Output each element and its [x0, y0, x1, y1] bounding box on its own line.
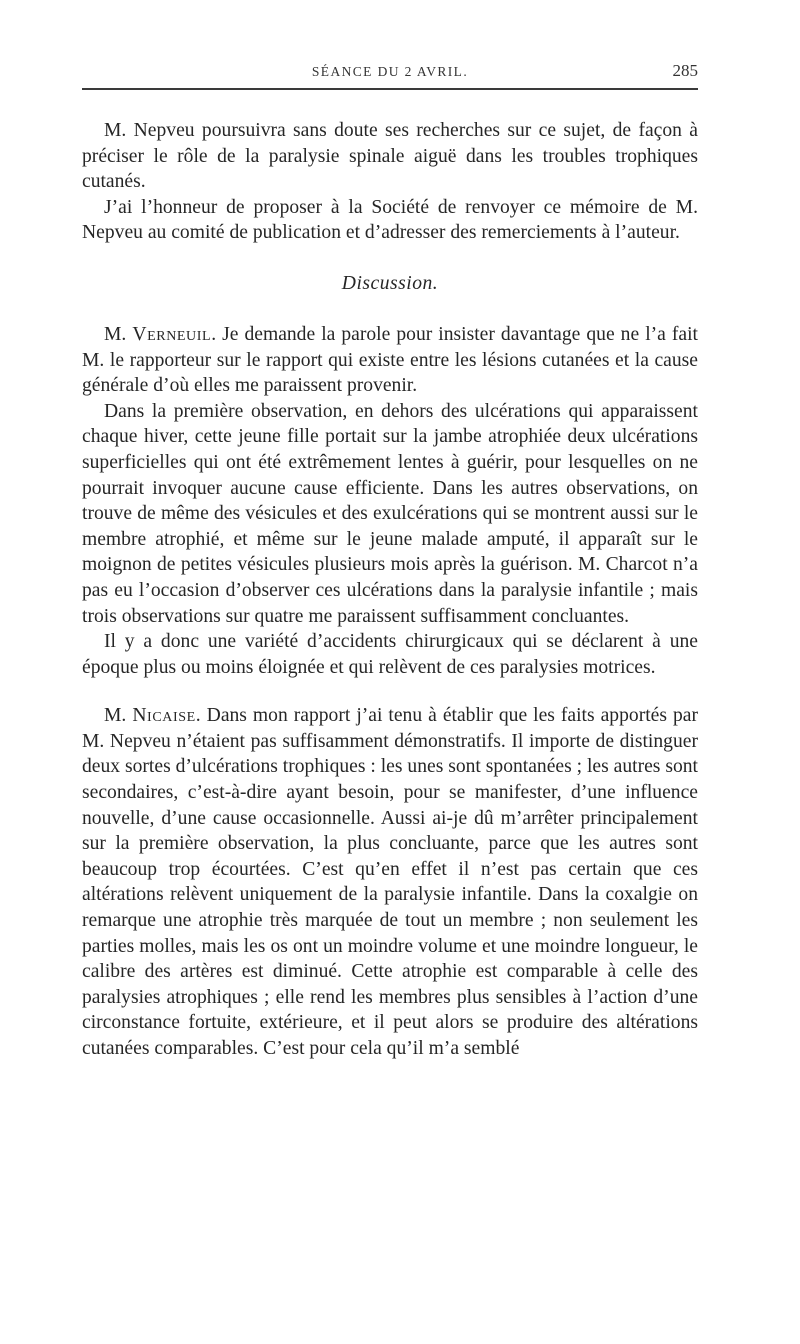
paragraph-text: . Je demande la parole pour insister davantage que ne l’a fait M. le rapporteur sur le rapport qui existe entre les lésions cutanées et la cause générale d’où elles me paraissent provenir.: [82, 323, 698, 397]
running-head: SÉANCE DU 2 AVRIL.: [311, 64, 469, 79]
page-header: [82, 58, 698, 90]
paragraph-conclusion: Il y a donc une variété d’accidents chirurgicaux qui se déclarent à une époque plus ou moins éloignée et qui relèvent de ces paralysies motrices.: [82, 631, 698, 678]
paragraph-rapport-conclusion: M. Nepveu poursuivra sans doute ses recherches sur ce sujet, de façon à préciser le rôle de la paralysie spinale aiguë dans les troubles trophiques cutanés.: [82, 120, 698, 193]
paragraph-text: . Dans mon rapport j’ai tenu à établir que les faits apportés par M. Nepveu n’étaient pas suffisamment démonstratifs. Il importe de distinguer deux sortes d’ulcérations trophiques : les unes sont spontanées ; les autres sont secondaires, c’est-à-dire ayant besoin, pour se manifester, d’une influence nouvelle, d’une cause occasionnelle. Aussi ai-je dû m’arrêter principalement sur la première observation, la plus concluante, parce que les autres sont beaucoup trop écourtées. C’est qu’en effet il n’est pas certain que ces altérations relèvent uniquement de la paralysie infantile. Dans la coxalgie on remarque une atrophie très marquée de tout un membre ; non seulement les parties molles, mais les os ont un moindre volume et une moindre longueur, le calibre des artères est diminué. Cette atrophie est comparable à celle des paralysies atrophiques ; elle rend les membres plus sensibles à l’action d’une circonstance fortuite, extérieure, et il peut alors se produire des altérations cutanées comparables. C’est pour cela qu’il m’a semblé: [82, 705, 698, 1059]
paragraph-first-observation: Dans la première observation, en dehors des ulcérations qui apparaissent chaque hiver, cette jeune fille portait sur la jambe atrophiée deux ulcérations superficielles qui ont été extrêmement lentes à guérir, pour lesquelles on ne pourrait invoquer aucune cause efficiente. Dans les autres observations, on trouve de même des vésicules et des exulcérations qui se montrent aussi sur le membre atrophié, et même sur le jeune malade amputé, il apparaît sur le moignon de petites vésicules plusieurs mois après la guérison. M. Charcot n’a pas eu l’occasion d’observer ces ulcérations dans la paralysie infantile ; mais trois observations sur quatre me paraissent suffisamment concluantes.: [82, 400, 698, 627]
body-text: [82, 118, 698, 1062]
paragraph-nicaise: [82, 703, 698, 1061]
speaker-name-verneuil: Verneuil: [132, 323, 212, 345]
speaker-name-nicaise: Nicaise: [132, 705, 196, 727]
book-page: [82, 58, 698, 1062]
page-number: 285: [672, 61, 698, 80]
paragraph-verneuil: [82, 322, 698, 399]
paragraph-proposal: J’ai l’honneur de proposer à la Société de renvoyer ce mémoire de M. Nepveu au comité de publication et d’adresser des remerciements à l’auteur.: [82, 196, 698, 244]
speaker-prefix: M.: [104, 323, 133, 345]
speaker-prefix: M.: [104, 705, 133, 727]
section-heading-discussion: Discussion.: [341, 272, 439, 294]
